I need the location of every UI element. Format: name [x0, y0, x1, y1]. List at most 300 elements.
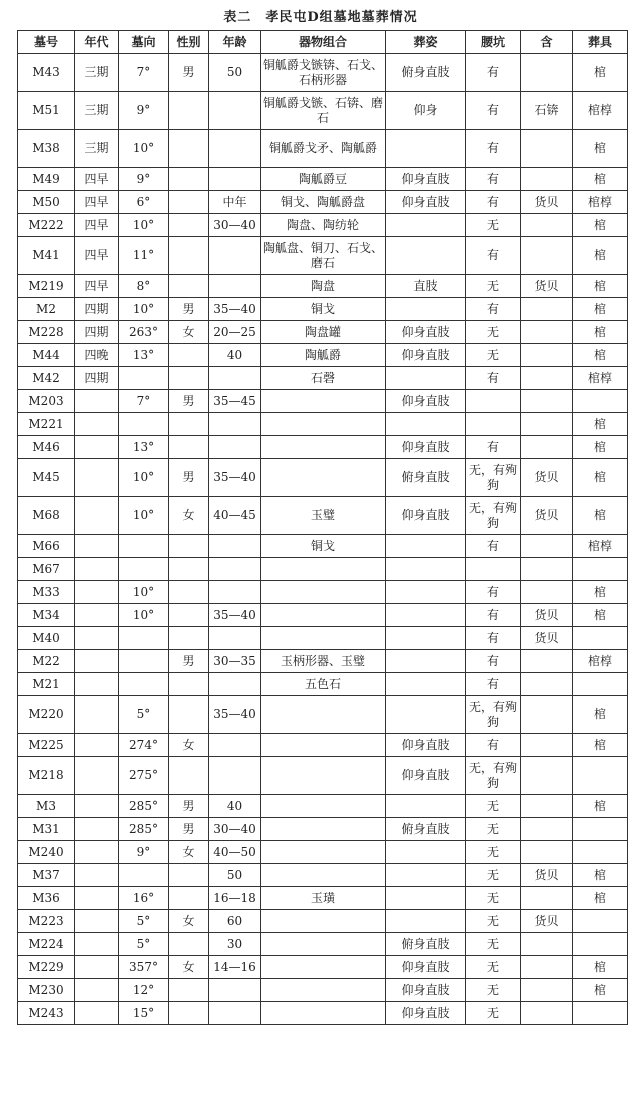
table-cell: 30—35: [209, 650, 261, 673]
table-cell: 15°: [119, 1002, 169, 1025]
table-cell: M66: [18, 535, 75, 558]
table-row: [18, 818, 628, 841]
table-cell: [521, 413, 573, 436]
table-cell: 陶盘: [261, 275, 386, 298]
table-row: [18, 390, 628, 413]
table-cell: [573, 558, 628, 581]
table-cell: 棺椁: [573, 535, 628, 558]
table-cell: [169, 581, 209, 604]
table-cell: [209, 535, 261, 558]
table-cell: 9°: [119, 168, 169, 191]
table-cell: 男: [169, 459, 209, 497]
table-cell: 棺: [573, 54, 628, 92]
table-cell: 9°: [119, 841, 169, 864]
table-cell: 8°: [119, 275, 169, 298]
table-cell: [573, 841, 628, 864]
table-cell: [573, 910, 628, 933]
table-cell: 棺: [573, 581, 628, 604]
table-cell: [521, 436, 573, 459]
table-cell: 35—40: [209, 298, 261, 321]
table-cell: M22: [18, 650, 75, 673]
table-cell: [75, 413, 119, 436]
table-cell: 玉璧: [261, 497, 386, 535]
table-cell: 石磬: [261, 367, 386, 390]
table-cell: [119, 413, 169, 436]
table-cell: 5°: [119, 696, 169, 734]
table-cell: 无: [466, 887, 521, 910]
table-cell: [386, 841, 466, 864]
table-cell: 棺: [573, 321, 628, 344]
table-cell: 四早: [75, 191, 119, 214]
table-cell: 三期: [75, 54, 119, 92]
table-row: [18, 795, 628, 818]
table-row: [18, 214, 628, 237]
table-cell: [386, 214, 466, 237]
table-cell: [169, 933, 209, 956]
table-row: [18, 910, 628, 933]
table-cell: [521, 956, 573, 979]
table-cell: 16—18: [209, 887, 261, 910]
table-cell: [261, 696, 386, 734]
table-cell: 有: [466, 581, 521, 604]
table-cell: M34: [18, 604, 75, 627]
table-cell: 五色石: [261, 673, 386, 696]
table-cell: [521, 558, 573, 581]
table-cell: [521, 841, 573, 864]
table-cell: 货贝: [521, 191, 573, 214]
table-cell: 棺: [573, 795, 628, 818]
table-cell: 四早: [75, 237, 119, 275]
table-cell: [386, 696, 466, 734]
table-cell: [169, 535, 209, 558]
table-cell: 仰身直肢: [386, 1002, 466, 1025]
table-cell: 四期: [75, 321, 119, 344]
table-cell: 女: [169, 841, 209, 864]
table-cell: 无: [466, 933, 521, 956]
table-cell: M243: [18, 1002, 75, 1025]
table-cell: 5°: [119, 910, 169, 933]
table-cell: [119, 673, 169, 696]
table-cell: 男: [169, 650, 209, 673]
table-cell: M224: [18, 933, 75, 956]
table-cell: [169, 344, 209, 367]
table-cell: [169, 757, 209, 795]
table-cell: [573, 757, 628, 795]
table-cell: [169, 887, 209, 910]
table-cell: 无，有殉狗: [466, 696, 521, 734]
table-cell: [521, 581, 573, 604]
table-cell: 有: [466, 535, 521, 558]
table-cell: [573, 933, 628, 956]
table-cell: [209, 413, 261, 436]
table-cell: [386, 887, 466, 910]
table-cell: [261, 734, 386, 757]
table-cell: [521, 214, 573, 237]
table-cell: 棺: [573, 979, 628, 1002]
table-cell: M203: [18, 390, 75, 413]
table-cell: 274°: [119, 734, 169, 757]
table-cell: 棺椁: [573, 367, 628, 390]
table-cell: [169, 864, 209, 887]
table-cell: 货贝: [521, 459, 573, 497]
table-cell: [169, 673, 209, 696]
table-cell: 仰身: [386, 92, 466, 130]
table-cell: [75, 1002, 119, 1025]
table-cell: 俯身直肢: [386, 459, 466, 497]
table-cell: 7°: [119, 54, 169, 92]
column-header: 腰坑: [466, 31, 521, 54]
table-cell: [169, 237, 209, 275]
table-row: [18, 627, 628, 650]
table-cell: [573, 818, 628, 841]
table-cell: 棺: [573, 887, 628, 910]
table-cell: 四期: [75, 298, 119, 321]
table-cell: [386, 604, 466, 627]
table-cell: M42: [18, 367, 75, 390]
table-cell: [386, 130, 466, 168]
table-cell: [386, 237, 466, 275]
table-cell: [169, 604, 209, 627]
table-cell: M222: [18, 214, 75, 237]
table-cell: M229: [18, 956, 75, 979]
table-cell: 仰身直肢: [386, 344, 466, 367]
table-cell: [209, 757, 261, 795]
table-cell: 6°: [119, 191, 169, 214]
table-cell: 陶觚爵: [261, 344, 386, 367]
table-cell: 铜戈: [261, 535, 386, 558]
table-cell: M230: [18, 979, 75, 1002]
table-cell: 285°: [119, 795, 169, 818]
table-cell: [261, 757, 386, 795]
table-cell: [75, 979, 119, 1002]
table-cell: [75, 627, 119, 650]
table-cell: 仰身直肢: [386, 390, 466, 413]
table-cell: [521, 54, 573, 92]
table-cell: 有: [466, 604, 521, 627]
table-body: [18, 54, 628, 1025]
table-cell: M33: [18, 581, 75, 604]
column-header: 年代: [75, 31, 119, 54]
table-cell: 有: [466, 130, 521, 168]
table-cell: 13°: [119, 344, 169, 367]
table-cell: [209, 275, 261, 298]
table-cell: [75, 390, 119, 413]
table-cell: M3: [18, 795, 75, 818]
table-row: [18, 92, 628, 130]
table-cell: [521, 696, 573, 734]
table-row: [18, 168, 628, 191]
table-cell: M49: [18, 168, 75, 191]
column-header: 墓号: [18, 31, 75, 54]
table-cell: 棺: [573, 237, 628, 275]
table-cell: 10°: [119, 581, 169, 604]
table-row: [18, 956, 628, 979]
table-cell: M221: [18, 413, 75, 436]
table-cell: [521, 237, 573, 275]
table-row: [18, 535, 628, 558]
table-cell: 7°: [119, 390, 169, 413]
table-cell: M218: [18, 757, 75, 795]
table-cell: [75, 436, 119, 459]
table-row: [18, 130, 628, 168]
table-cell: 40: [209, 795, 261, 818]
table-cell: 12°: [119, 979, 169, 1002]
table-cell: [466, 558, 521, 581]
table-cell: [261, 1002, 386, 1025]
table-cell: 铜觚爵戈镞锛、石戈、石柄形器: [261, 54, 386, 92]
table-cell: 四早: [75, 168, 119, 191]
table-cell: 男: [169, 390, 209, 413]
table-row: [18, 558, 628, 581]
table-cell: [169, 275, 209, 298]
table-cell: 285°: [119, 818, 169, 841]
table-cell: 30: [209, 933, 261, 956]
table-cell: [521, 168, 573, 191]
table-cell: [209, 237, 261, 275]
table-cell: [75, 933, 119, 956]
table-cell: [521, 390, 573, 413]
table-cell: [261, 459, 386, 497]
table-row: [18, 237, 628, 275]
table-cell: [169, 1002, 209, 1025]
table-cell: 女: [169, 497, 209, 535]
table-cell: [209, 979, 261, 1002]
table-cell: [75, 497, 119, 535]
table-cell: 有: [466, 734, 521, 757]
table-cell: 有: [466, 298, 521, 321]
table-cell: 铜觚爵戈镞、石锛、磨石: [261, 92, 386, 130]
table-cell: [386, 413, 466, 436]
table-cell: [169, 558, 209, 581]
table-row: [18, 757, 628, 795]
table-cell: 16°: [119, 887, 169, 910]
table-cell: 玉柄形器、玉璧: [261, 650, 386, 673]
table-cell: 50: [209, 864, 261, 887]
table-cell: M223: [18, 910, 75, 933]
table-cell: [386, 910, 466, 933]
table-cell: [261, 864, 386, 887]
table-cell: 仰身直肢: [386, 497, 466, 535]
table-cell: 俯身直肢: [386, 933, 466, 956]
table-cell: [75, 956, 119, 979]
table-cell: 棺: [573, 696, 628, 734]
table-cell: [169, 436, 209, 459]
table-cell: 棺: [573, 275, 628, 298]
table-cell: 5°: [119, 933, 169, 956]
table-cell: 35—40: [209, 604, 261, 627]
table-cell: 无: [466, 344, 521, 367]
table-row: [18, 581, 628, 604]
table-cell: 铜戈: [261, 298, 386, 321]
table-cell: 无: [466, 1002, 521, 1025]
table-cell: [261, 956, 386, 979]
table-row: [18, 734, 628, 757]
table-cell: [386, 864, 466, 887]
table-cell: 棺: [573, 214, 628, 237]
table-cell: [521, 298, 573, 321]
table-row: [18, 298, 628, 321]
table-cell: 铜戈、陶觚爵盘: [261, 191, 386, 214]
table-cell: 仰身直肢: [386, 191, 466, 214]
column-header: 葬姿: [386, 31, 466, 54]
table-cell: 棺: [573, 459, 628, 497]
table-row: [18, 459, 628, 497]
table-cell: [169, 130, 209, 168]
table-cell: [521, 535, 573, 558]
table-cell: 60: [209, 910, 261, 933]
table-cell: 35—40: [209, 696, 261, 734]
table-row: [18, 275, 628, 298]
table-cell: 357°: [119, 956, 169, 979]
table-cell: 30—40: [209, 818, 261, 841]
table-cell: M37: [18, 864, 75, 887]
table-cell: [75, 581, 119, 604]
table-cell: [169, 92, 209, 130]
table-cell: [521, 734, 573, 757]
table-cell: 无: [466, 214, 521, 237]
table-cell: [119, 864, 169, 887]
table-cell: 20—25: [209, 321, 261, 344]
table-cell: [386, 558, 466, 581]
table-cell: M38: [18, 130, 75, 168]
table-cell: M68: [18, 497, 75, 535]
table-cell: 棺: [573, 168, 628, 191]
table-cell: 无: [466, 275, 521, 298]
table-cell: 275°: [119, 757, 169, 795]
table-cell: 仰身直肢: [386, 757, 466, 795]
table-cell: 棺: [573, 344, 628, 367]
burial-table: [17, 30, 628, 1025]
table-cell: 棺: [573, 956, 628, 979]
table-cell: 货贝: [521, 627, 573, 650]
table-cell: 棺: [573, 497, 628, 535]
table-cell: [209, 436, 261, 459]
table-cell: [261, 979, 386, 1002]
table-cell: 有: [466, 168, 521, 191]
table-cell: M225: [18, 734, 75, 757]
table-cell: [386, 298, 466, 321]
table-cell: M40: [18, 627, 75, 650]
table-cell: 四早: [75, 214, 119, 237]
table-cell: [75, 887, 119, 910]
table-cell: [75, 795, 119, 818]
table-cell: [521, 321, 573, 344]
table-cell: [386, 673, 466, 696]
table-cell: 无，有殉狗: [466, 757, 521, 795]
table-cell: 中年: [209, 191, 261, 214]
table-cell: 女: [169, 734, 209, 757]
table-cell: 棺: [573, 864, 628, 887]
table-cell: 10°: [119, 459, 169, 497]
table-cell: 10°: [119, 604, 169, 627]
table-cell: [169, 627, 209, 650]
table-cell: M21: [18, 673, 75, 696]
table-cell: [261, 910, 386, 933]
table-cell: [169, 214, 209, 237]
table-cell: [169, 696, 209, 734]
table-cell: [521, 887, 573, 910]
table-cell: M43: [18, 54, 75, 92]
table-cell: [75, 910, 119, 933]
table-cell: [169, 168, 209, 191]
table-cell: 三期: [75, 92, 119, 130]
table-cell: [521, 795, 573, 818]
table-cell: [75, 558, 119, 581]
table-cell: [261, 627, 386, 650]
table-cell: 棺椁: [573, 191, 628, 214]
table-cell: [466, 390, 521, 413]
table-cell: [209, 581, 261, 604]
table-cell: 棺椁: [573, 92, 628, 130]
table-cell: 男: [169, 795, 209, 818]
table-cell: [75, 650, 119, 673]
table-cell: 10°: [119, 497, 169, 535]
table-cell: 有: [466, 191, 521, 214]
column-header: 含: [521, 31, 573, 54]
table-cell: 仰身直肢: [386, 956, 466, 979]
table-cell: [119, 535, 169, 558]
table-cell: 棺: [573, 413, 628, 436]
table-cell: [521, 757, 573, 795]
table-cell: 有: [466, 627, 521, 650]
table-cell: 无: [466, 818, 521, 841]
table-cell: 有: [466, 92, 521, 130]
table-cell: [209, 1002, 261, 1025]
table-cell: 无: [466, 795, 521, 818]
table-row: [18, 841, 628, 864]
table-cell: 40—45: [209, 497, 261, 535]
table-cell: [75, 818, 119, 841]
table-cell: 无: [466, 864, 521, 887]
table-row: [18, 191, 628, 214]
table-cell: [521, 130, 573, 168]
table-cell: [386, 581, 466, 604]
table-cell: 货贝: [521, 910, 573, 933]
table-cell: M36: [18, 887, 75, 910]
table-cell: 女: [169, 956, 209, 979]
table-cell: 无: [466, 910, 521, 933]
table-cell: 货贝: [521, 604, 573, 627]
table-cell: 14—16: [209, 956, 261, 979]
table-cell: M31: [18, 818, 75, 841]
table-cell: M51: [18, 92, 75, 130]
table-cell: 棺: [573, 604, 628, 627]
table-cell: 四晚: [75, 344, 119, 367]
table-title: 表二 孝民屯D组墓地墓葬情况: [223, 10, 418, 25]
table-cell: [386, 795, 466, 818]
table-cell: 13°: [119, 436, 169, 459]
table-row: [18, 436, 628, 459]
table-row: [18, 497, 628, 535]
table-row: [18, 650, 628, 673]
table-cell: [573, 1002, 628, 1025]
table-row: [18, 673, 628, 696]
column-header: 器物组合: [261, 31, 386, 54]
table-cell: 棺: [573, 130, 628, 168]
table-cell: [75, 535, 119, 558]
table-cell: 50: [209, 54, 261, 92]
table-cell: [169, 367, 209, 390]
table-cell: 10°: [119, 298, 169, 321]
table-cell: 10°: [119, 130, 169, 168]
table-cell: [521, 367, 573, 390]
table-cell: [209, 367, 261, 390]
table-cell: [75, 757, 119, 795]
table-cell: [521, 650, 573, 673]
table-cell: M44: [18, 344, 75, 367]
table-cell: 女: [169, 910, 209, 933]
table-cell: [75, 841, 119, 864]
